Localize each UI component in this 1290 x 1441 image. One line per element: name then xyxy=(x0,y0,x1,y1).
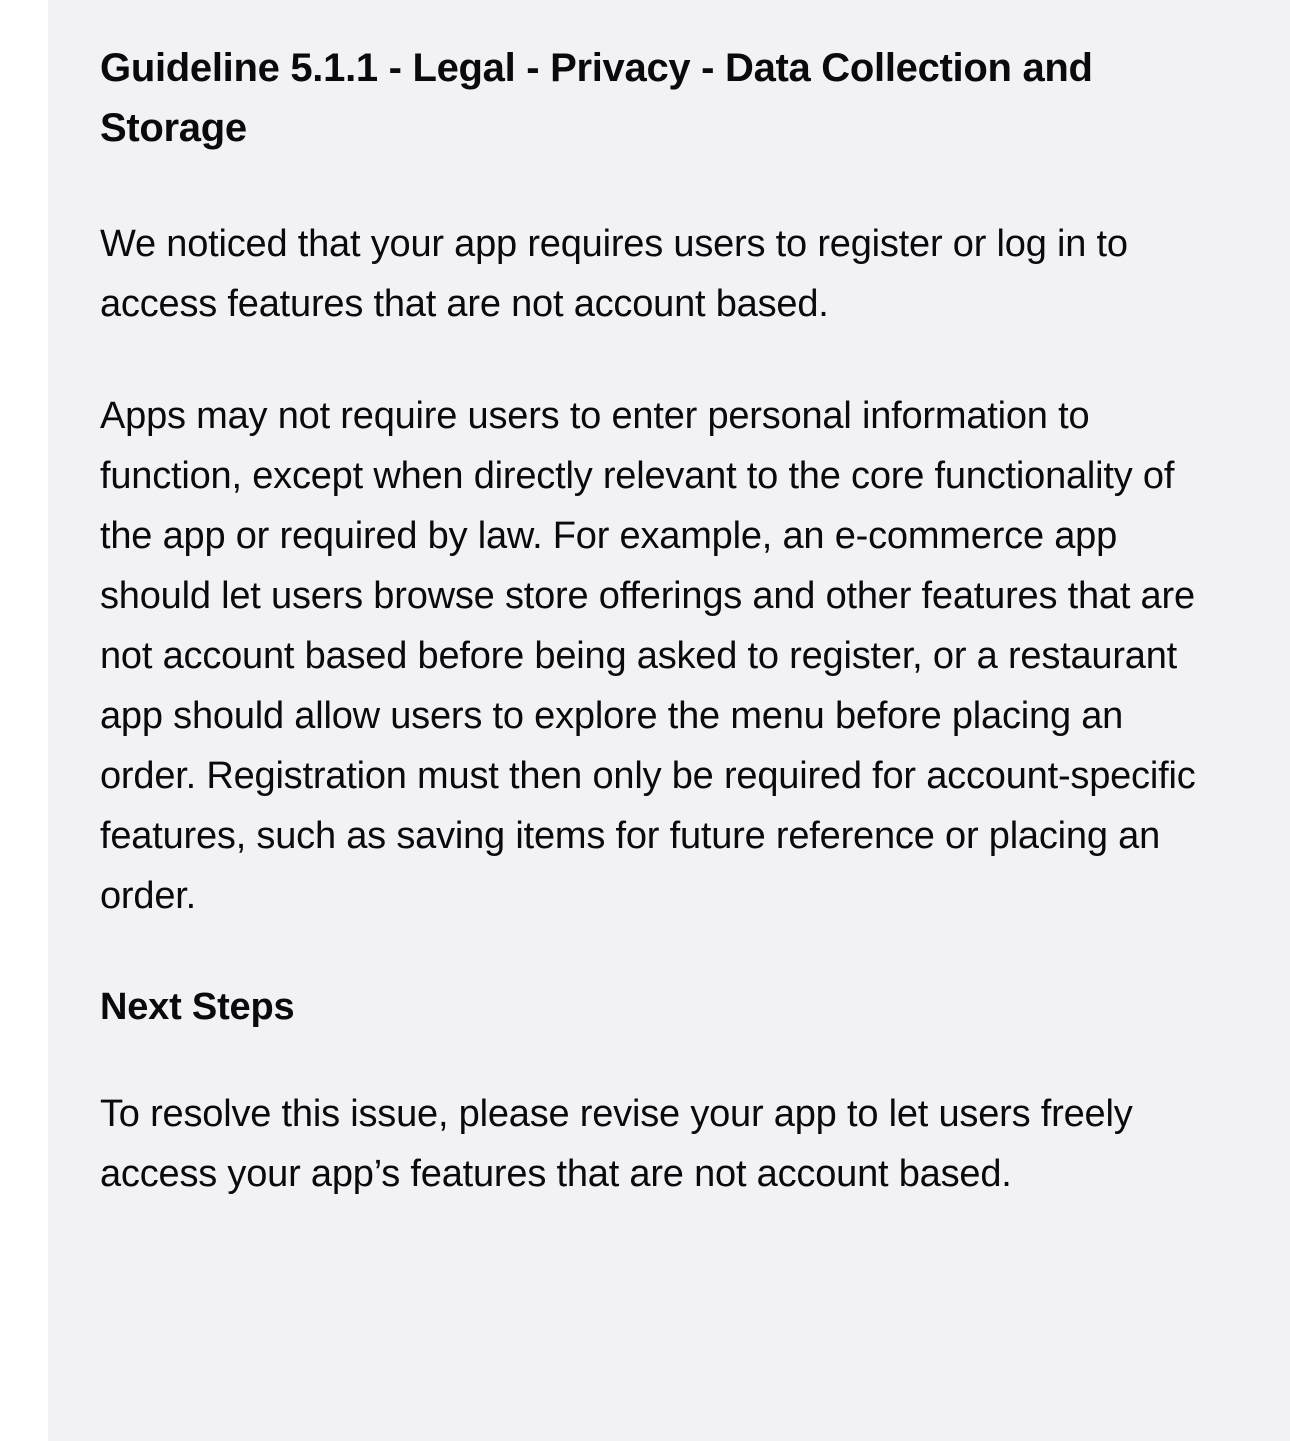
section-heading-next-steps: Next Steps xyxy=(100,986,295,1028)
spacer xyxy=(100,1036,1238,1084)
page-title: Guideline 5.1.1 - Legal - Privacy - Data Collection and Storage xyxy=(100,46,1093,150)
spacer xyxy=(100,334,1238,386)
spacer xyxy=(100,158,1238,214)
paragraph-guideline-detail: Apps may not require users to enter personal information to function, except when directly relevant to the core functionality of the app or required by law. For example, an e-commerce app should let users browse store offerings and other features that are not account based before being asked to register, or a restaurant app should allow users to explore the menu before placing an order. Registration must then only be required for account-specific features, such as saving items for future reference or placing an order. xyxy=(100,395,1196,917)
paragraph-issue-summary: We noticed that your app requires users to register or log in to access features that are not account based. xyxy=(100,223,1128,325)
spacer xyxy=(100,926,1238,978)
review-message-card xyxy=(48,0,1290,1441)
paragraph-next-steps-detail: To resolve this issue, please revise your app to let users freely access your app’s features that are not account based. xyxy=(100,1093,1133,1195)
